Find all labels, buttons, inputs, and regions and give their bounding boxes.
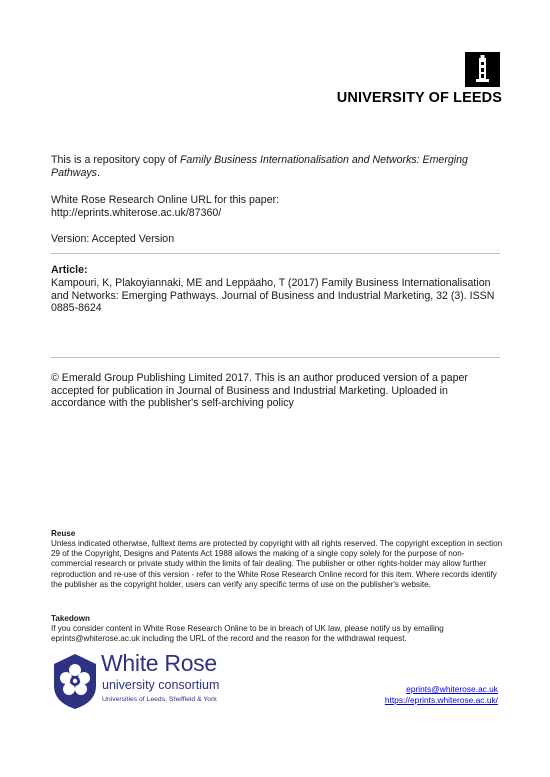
article-heading: Article: [51,264,88,276]
repository-copy-statement [51,154,501,179]
paper-title: Family Business Internationalisation and Networks: Emerging Pathways [51,154,468,179]
white-rose-title: White Rose [101,650,217,676]
white-rose-emblem-icon [51,652,99,710]
white-rose-members: Universities of Leeds, Sheffield & York [102,696,217,703]
intro-suffix: . [96,166,100,179]
url-label: White Rose Research Online URL for this paper: [51,194,280,206]
website-link[interactable]: https://eprints.whiterose.ac.uk/ [384,695,498,705]
version-statement: Version: Accepted Version [51,233,175,245]
divider [51,357,500,358]
takedown-heading: Takedown [51,614,90,623]
article-citation: Kampouri, K, Plakoyiannaki, ME and Leppäaho, T (2017) Family Business Internationalisation and Networks: Emerging Pathways. Journal of Business and Industrial Marketing, 32 (3). ISSN 0885-8624 [51,277,495,315]
takedown-body: If you consider content in White Rose Research Online to be in breach of UK law, please notify us by emailing eprints@whiterose.ac.uk including the URL of the record and the reason for the withdrawal request. [51,624,444,644]
url-block [51,194,501,219]
university-name: UNIVERSITY OF LEEDS [336,90,502,106]
reuse-body: Unless indicated otherwise, fulltext items are protected by copyright with all rights reserved. The copyright exception in section 29 of the Copyright, Designs and Patents Act 1988 allows the making of a single copy solely for the purpose of non-commercial research or private study within the limits of fair dealing. The publisher or other rights-holder may allow further reproduction and re-use of this version - refer to the White Rose Research Online record for this item. Where records identify the publisher as the copyright holder, users can verify any specific terms of use on the publisher's website. [51,539,503,589]
email-link[interactable]: eprints@whiterose.ac.uk [406,684,498,694]
copyright-note: © Emerald Group Publishing Limited 2017. This is an author produced version of a paper accepted for publication in Journal of Business and Industrial Marketing. Uploaded in accordance with the publisher's self-archiving policy [51,372,468,410]
record-url[interactable]: http://eprints.whiterose.ac.uk/87360/ [51,206,222,219]
reuse-heading: Reuse [51,529,76,538]
white-rose-subtitle: university consortium [102,678,220,692]
divider [51,253,500,254]
leeds-crest-icon [465,52,500,87]
intro-prefix: This is a repository copy of [51,154,180,166]
